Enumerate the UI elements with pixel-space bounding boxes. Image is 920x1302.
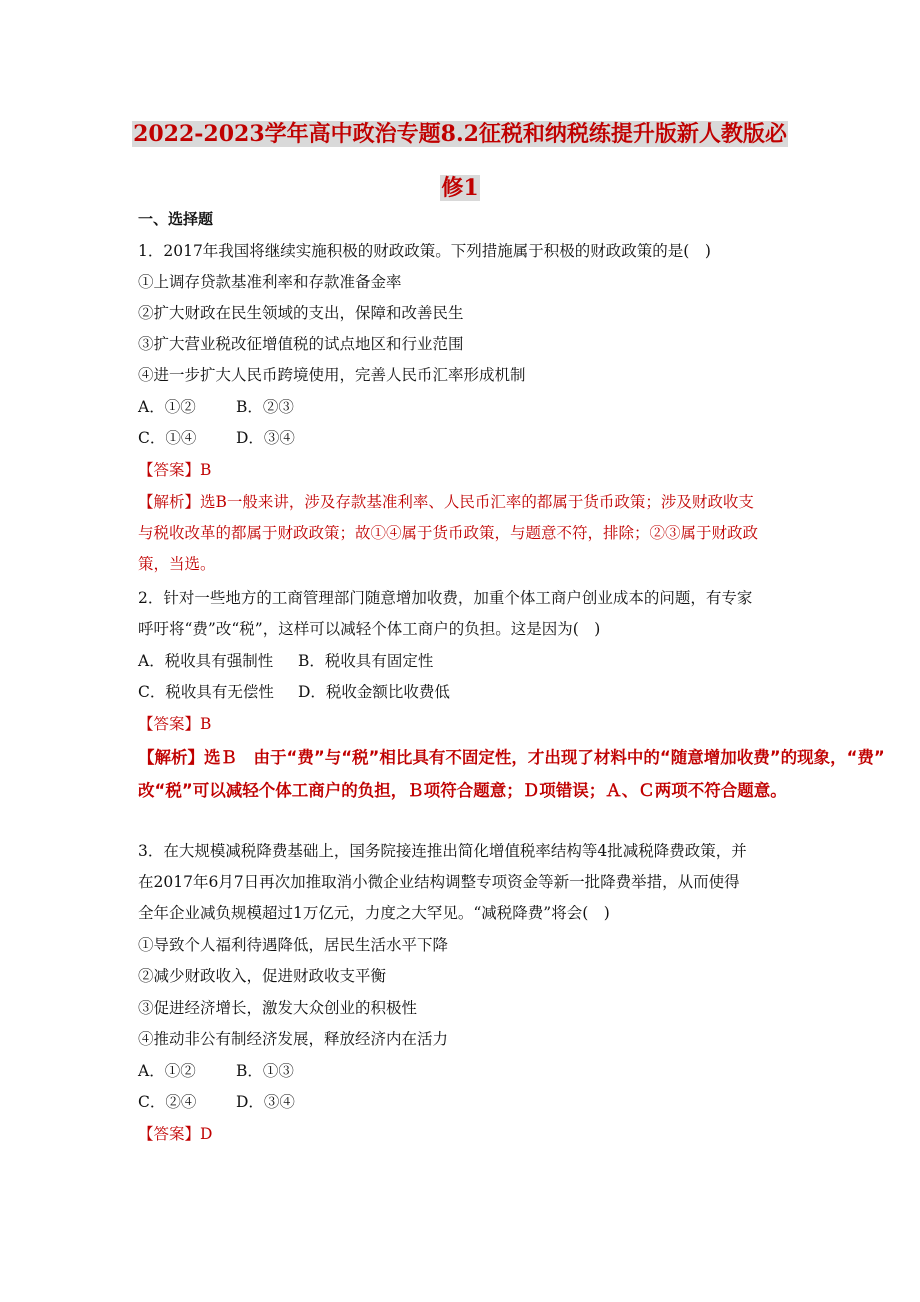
q2-analysis-line-2: 改“税”可以减轻个体工商户的负担，Ｂ项符合题意；Ｄ项错误；Ａ、Ｃ两项不符合题意。: [138, 781, 787, 800]
q1-analysis-line-2: 与税收改革的都属于财政政策；故①④属于货币政策，与题意不符，排除；②③属于财政政: [138, 524, 759, 542]
q2-analysis-line-1: 【解析】选Ｂ 由于“费”与“税”相比具有不固定性，才出现了材料中的“随意增加收费”的现象，“费”: [138, 748, 885, 767]
doc-title-line-1: [0, 118, 920, 150]
q1-option-b: B．②③: [236, 398, 294, 416]
q3-stem-line-3: 全年企业减负规模超过1万亿元，力度之大罕见。“减税降费”将会( ): [138, 904, 610, 922]
q3-stem-line-2: 在2017年6月7日再次加推取消小微企业结构调整专项资金等新一批降费举措，从而使得: [138, 873, 740, 891]
q1-item-2: ②扩大财政在民生领域的支出，保障和改善民生: [138, 304, 464, 322]
q1-item-4: ④进一步扩大人民币跨境使用，完善人民币汇率形成机制: [138, 366, 526, 384]
q2-stem-line-1: 2．针对一些地方的工商管理部门随意增加收费，加重个体工商户创业成本的问题，有专家: [138, 589, 753, 607]
doc-title-text-1: 2022-2023学年高中政治专题8.2征税和纳税练提升版新人教版必: [133, 121, 787, 147]
q3-answer-tag: 【答案】: [138, 1125, 201, 1143]
q2-answer: [138, 713, 211, 735]
q1-answer: [138, 459, 211, 481]
q3-option-d: D．③④: [236, 1093, 295, 1111]
q1-options-row-2: [138, 427, 295, 449]
q1-options-row-1: [138, 396, 294, 418]
doc-title-line-2: [0, 172, 920, 204]
q2-option-a: A．税收具有强制性: [138, 652, 274, 670]
q3-item-2: ②减少财政收入，促进财政收支平衡: [138, 967, 387, 985]
q3-item-4: ④推动非公有制经济发展，释放经济内在活力: [138, 1030, 449, 1048]
q1-answer-value: B: [200, 461, 212, 479]
q3-option-c: C．②④: [138, 1093, 197, 1111]
q2-answer-tag: 【答案】: [138, 715, 201, 733]
q1-stem: 1．2017年我国将继续实施积极的财政政策。下列措施属于积极的财政政策的是( ): [138, 242, 711, 260]
doc-title-text-2: 修1: [441, 175, 479, 201]
q2-option-d: D．税收金额比收费低: [298, 683, 450, 701]
q3-answer: [138, 1123, 212, 1145]
q1-analysis-text-1: 选B一般来讲，涉及存款基准利率、人民币汇率的都属于货币政策；涉及财政收支: [200, 493, 754, 511]
q2-option-c: C．税收具有无偿性: [138, 683, 274, 701]
q1-analysis-tag: 【解析】: [138, 493, 201, 511]
q1-item-3: ③扩大营业税改征增值税的试点地区和行业范围: [138, 335, 464, 353]
q3-option-b: B．①③: [236, 1062, 294, 1080]
q3-item-3: ③促进经济增长，激发大众创业的积极性: [138, 999, 418, 1017]
q2-answer-value: B: [200, 715, 212, 733]
q1-answer-tag: 【答案】: [138, 461, 201, 479]
q1-option-a: A．①②: [138, 398, 196, 416]
q2-option-b: B．税收具有固定性: [298, 652, 434, 670]
q1-option-d: D．③④: [236, 429, 295, 447]
q1-item-1: ①上调存贷款基准利率和存款准备金率: [138, 273, 402, 291]
section-heading: 一、选择题: [138, 210, 214, 228]
q2-options-row-1: [138, 650, 434, 672]
q2-stem-line-2: 呼吁将“费”改“税”，这样可以减轻个体工商户的负担。这是因为( ): [138, 620, 601, 638]
q2-options-row-2: [138, 681, 450, 703]
q1-analysis-line-1: [138, 491, 754, 513]
q3-options-row-2: [138, 1091, 295, 1113]
q3-stem-line-1: 3．在大规模减税降费基础上，国务院接连推出简化增值税率结构等4批减税降费政策，并: [138, 842, 747, 860]
q3-options-row-1: [138, 1060, 294, 1082]
q3-option-a: A．①②: [138, 1062, 196, 1080]
q3-item-1: ①导致个人福利待遇降低，居民生活水平下降: [138, 936, 449, 954]
q1-analysis-line-3: 策，当选。: [138, 555, 216, 573]
q1-option-c: C．①④: [138, 429, 197, 447]
q3-answer-value: D: [200, 1125, 213, 1143]
